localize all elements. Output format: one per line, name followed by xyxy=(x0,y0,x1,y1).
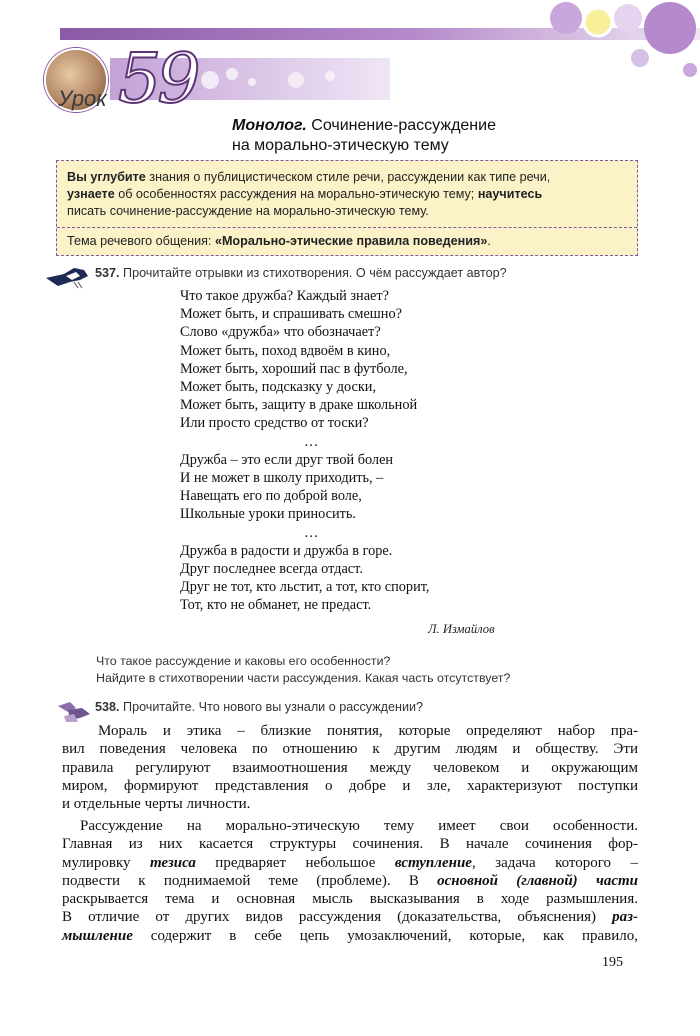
goals-divider xyxy=(57,227,637,228)
communication-topic: Тема речевого общения: «Морально-этические правила поведения». xyxy=(67,234,491,248)
prose-line: мулировку тезиса предваряет небольшое вступление, задача которого – xyxy=(62,854,638,871)
prose-line: В отличие от других видов рассуждения (доказательства, объяснения) раз- xyxy=(62,909,638,926)
poem-line: Может быть, защиту в драке школьной xyxy=(180,397,418,414)
poem-line: Что такое дружба? Каждый знает? xyxy=(180,288,389,304)
prose-line: раскрывается тема и основная мысль высказывания в ходе размышления. xyxy=(62,891,638,908)
goals-box xyxy=(56,160,638,256)
poem-line: Друг не тот, кто льстит, а тот, кто спорит, xyxy=(180,579,430,596)
poem-line: Может быть, поход вдвоём в кино, xyxy=(180,342,391,359)
task-537: 537. Прочитайте отрывки из стихотворения. О чём рассуждает автор? xyxy=(95,266,507,280)
poem-ellipsis: … xyxy=(304,524,319,541)
poem-line: Может быть, подсказку у доски, xyxy=(180,379,377,396)
poem-line: Или просто средство от тоски? xyxy=(180,415,369,432)
poem-line: Дружба – это если друг твой болен xyxy=(180,451,394,468)
poem xyxy=(180,287,429,615)
poem-line: Слово «дружба» что обозначает? xyxy=(180,324,381,341)
poem-ellipsis: … xyxy=(304,433,319,450)
prose-line: вил поведения человека по отношению к другим людям и обществу. Эти xyxy=(62,741,638,758)
poem-line: Навещать его по доброй воле, xyxy=(180,488,362,505)
poem-line: Школьные уроки приносить. xyxy=(180,506,356,523)
magpie-icon xyxy=(44,264,90,290)
prose-line: мышление содержит в себе цепь умозаключений, которые, как правило, xyxy=(62,927,638,944)
prose-line: и отдельные черты личности. xyxy=(62,796,251,813)
prose-line: Рассуждение на морально-этическую тему имеет свои особенности. xyxy=(80,818,638,834)
poem-line: Друг последнее всегда отдаст. xyxy=(180,561,363,578)
poem-author: Л. Измайлов xyxy=(428,622,495,636)
poem-line: Может быть, хороший пас в футболе, xyxy=(180,360,408,377)
poem-line: Дружба в радости и дружба в горе. xyxy=(180,542,393,559)
prose-line: подвести к поднимаемой теме (проблеме). В основной (главной) части xyxy=(62,872,638,889)
lesson-label: Урок xyxy=(58,86,107,111)
lesson-number: 59 xyxy=(118,40,197,119)
poem-line: Может быть, и спрашивать смешно? xyxy=(180,306,402,323)
page-number: 195 xyxy=(602,955,623,970)
prose-paragraph-1 xyxy=(62,722,638,813)
prose-line: миром, формируют представления о добре и зле, характеризуют поступки xyxy=(62,777,638,794)
poem-line: Тот, кто не обманет, не предаст. xyxy=(180,597,372,614)
goals-text: Вы углубите знания о публицистическом стиле речи, рассуждении как типе речи, узнаете об особенностях рассуждения на морально-этическую тему; научитесь писать сочинение-рассуждение на морально-этическую тему. xyxy=(67,170,551,218)
task-538: 538. Прочитайте. Что нового вы узнали о рассуждении? xyxy=(95,700,424,714)
questions: Что такое рассуждение и каковы его особенности? Найдите в стихотворении части рассуждения. Какая часть отсутствует? xyxy=(96,654,511,685)
prose-line: правила регулируют взаимоотношения между человеком и окружающим xyxy=(62,759,638,776)
poem-line: И не может в школу приходить, – xyxy=(180,470,384,487)
prose-line: Главная из них касается структуры сочинения. В начале сочинения фор- xyxy=(62,836,638,853)
prose-paragraph-2 xyxy=(62,817,638,945)
prose-line: Мораль и этика – близкие понятия, которые определяют набор пра- xyxy=(98,723,638,739)
page-title: Монолог. Сочинение-рассуждение на морально-этическую тему xyxy=(232,117,496,154)
